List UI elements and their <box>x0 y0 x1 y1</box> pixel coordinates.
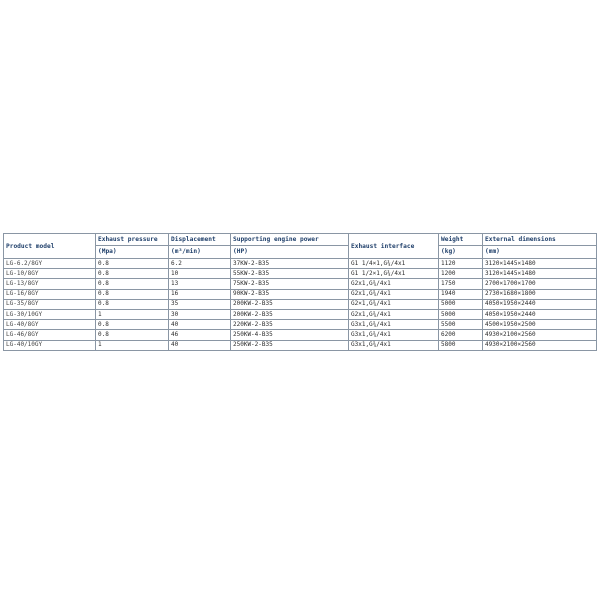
header-label: External dimensions <box>485 236 556 243</box>
header-unit: (kg) <box>439 245 482 257</box>
cell-displacement: 13 <box>169 279 231 289</box>
cell-product-model: LG-10/8GY <box>4 269 96 279</box>
cell-engine-power: 250KW-4-B35 <box>231 330 349 340</box>
cell-displacement: 6.2 <box>169 259 231 269</box>
cell-weight: 1200 <box>439 269 483 279</box>
cell-exhaust-pressure: 0.8 <box>96 259 169 269</box>
cell-external-dimensions: 3120×1445×1480 <box>483 269 597 279</box>
cell-exhaust-pressure: 0.8 <box>96 279 169 289</box>
cell-product-model: LG-40/8GY <box>4 320 96 330</box>
header-unit: (m³/min) <box>169 245 230 257</box>
cell-engine-power: 90KW-2-B35 <box>231 289 349 299</box>
cell-exhaust-interface: G2×1,G¾/4x1 <box>349 299 439 309</box>
header-exhaust-pressure <box>96 234 169 259</box>
table-header-row <box>4 234 597 259</box>
cell-engine-power: 200KW-2-B35 <box>231 299 349 309</box>
cell-product-model: LG-16/8GY <box>4 289 96 299</box>
cell-weight: 1750 <box>439 279 483 289</box>
cell-exhaust-pressure: 1 <box>96 309 169 319</box>
cell-exhaust-interface: G2x1,G¾/4x1 <box>349 279 439 289</box>
cell-exhaust-interface: G2x1,G¾/4x1 <box>349 289 439 299</box>
cell-exhaust-pressure: 0.8 <box>96 299 169 309</box>
cell-exhaust-interface: G3x1,G¾/4x1 <box>349 340 439 350</box>
cell-weight: 1120 <box>439 259 483 269</box>
cell-weight: 1940 <box>439 289 483 299</box>
cell-exhaust-interface: G1 1/2×1,G¾/4x1 <box>349 269 439 279</box>
cell-engine-power: 220KW-2-B35 <box>231 320 349 330</box>
header-label: Exhaust interface <box>351 242 415 250</box>
table-row <box>4 289 597 299</box>
cell-displacement: 30 <box>169 309 231 319</box>
header-label: Weight <box>441 236 464 243</box>
cell-exhaust-interface: G3x1,G¾/4x1 <box>349 330 439 340</box>
cell-product-model: LG-13/8GY <box>4 279 96 289</box>
cell-weight: 5000 <box>439 299 483 309</box>
cell-weight: 5000 <box>439 309 483 319</box>
header-unit: (mm) <box>483 245 596 257</box>
table-body <box>4 259 597 351</box>
header-unit: (Mpa) <box>96 245 168 257</box>
cell-product-model: LG-35/8GY <box>4 299 96 309</box>
table-row <box>4 269 597 279</box>
header-engine-power <box>231 234 349 259</box>
header-label: Displacement <box>171 236 216 243</box>
cell-engine-power: 37KW-2-B35 <box>231 259 349 269</box>
cell-displacement: 35 <box>169 299 231 309</box>
cell-external-dimensions: 4930×2100×2560 <box>483 330 597 340</box>
cell-exhaust-pressure: 0.8 <box>96 330 169 340</box>
cell-external-dimensions: 4500×1950×2500 <box>483 320 597 330</box>
cell-product-model: LG-30/10GY <box>4 309 96 319</box>
cell-exhaust-pressure: 0.8 <box>96 269 169 279</box>
cell-weight: 5800 <box>439 340 483 350</box>
cell-external-dimensions: 4930×2100×2560 <box>483 340 597 350</box>
product-spec-table <box>3 233 597 351</box>
header-label: Supporting engine power <box>233 236 319 243</box>
table-row <box>4 320 597 330</box>
cell-displacement: 10 <box>169 269 231 279</box>
header-exhaust-interface <box>349 234 439 259</box>
header-product-model <box>4 234 96 259</box>
header-weight <box>439 234 483 259</box>
cell-displacement: 40 <box>169 340 231 350</box>
cell-external-dimensions: 4050×1950×2440 <box>483 309 597 319</box>
header-external-dimensions <box>483 234 597 259</box>
cell-product-model: LG-40/10GY <box>4 340 96 350</box>
cell-exhaust-pressure: 0.8 <box>96 320 169 330</box>
cell-product-model: LG-46/8GY <box>4 330 96 340</box>
cell-weight: 5500 <box>439 320 483 330</box>
header-displacement <box>169 234 231 259</box>
cell-engine-power: 250KW-2-B35 <box>231 340 349 350</box>
table-row <box>4 330 597 340</box>
cell-displacement: 16 <box>169 289 231 299</box>
cell-external-dimensions: 2700×1700×1700 <box>483 279 597 289</box>
header-label: Product model <box>6 242 55 250</box>
cell-exhaust-interface: G3x1,G¾/4x1 <box>349 320 439 330</box>
cell-exhaust-pressure: 1 <box>96 340 169 350</box>
table-row <box>4 279 597 289</box>
cell-weight: 6200 <box>439 330 483 340</box>
cell-displacement: 40 <box>169 320 231 330</box>
table-row <box>4 299 597 309</box>
cell-external-dimensions: 2730×1680×1800 <box>483 289 597 299</box>
cell-product-model: LG-6.2/8GY <box>4 259 96 269</box>
cell-external-dimensions: 4050×1950×2440 <box>483 299 597 309</box>
cell-engine-power: 55KW-2-B35 <box>231 269 349 279</box>
cell-engine-power: 200KW-2-B35 <box>231 309 349 319</box>
table-row <box>4 340 597 350</box>
cell-external-dimensions: 3120×1445×1480 <box>483 259 597 269</box>
table-row <box>4 259 597 269</box>
table-row <box>4 309 597 319</box>
cell-engine-power: 75KW-2-B35 <box>231 279 349 289</box>
header-unit: (HP) <box>231 245 348 257</box>
cell-exhaust-interface: G2x1,G¾/4x1 <box>349 309 439 319</box>
cell-exhaust-pressure: 0.8 <box>96 289 169 299</box>
cell-displacement: 46 <box>169 330 231 340</box>
cell-exhaust-interface: G1 1/4×1,G¾/4x1 <box>349 259 439 269</box>
header-label: Exhaust pressure <box>98 236 158 243</box>
